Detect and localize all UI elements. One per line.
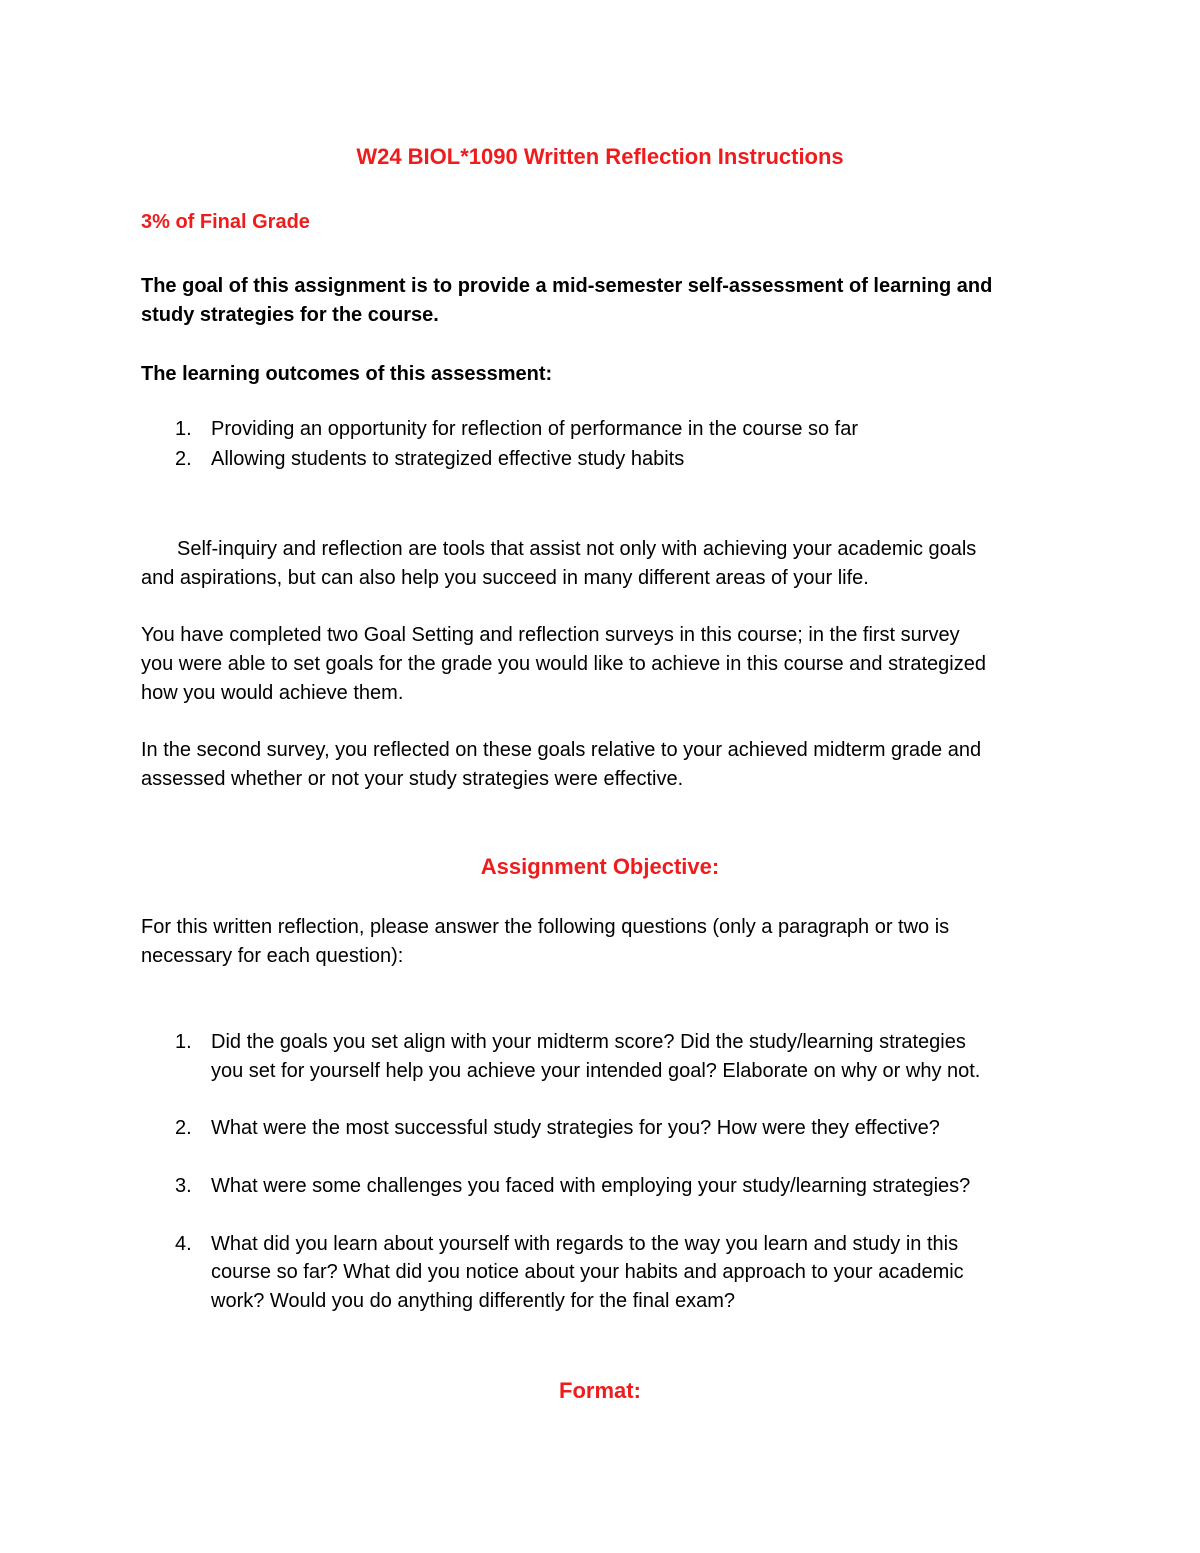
question-number: 4. [175,1233,192,1255]
document-title: W24 BIOL*1090 Written Reflection Instructions [356,144,844,169]
paragraph-1-line-2: and aspirations, but can also help you succeed in many different areas of your life. [141,567,869,589]
question-1-line-1: Did the goals you set align with your midterm score? Did the study/learning strategies [211,1031,966,1053]
grade-weight: 3% of Final Grade [141,211,310,233]
format-heading: Format: [559,1378,641,1403]
paragraph-3-line-2: assessed whether or not your study strategies were effective. [141,768,684,790]
outcome-number: 2. [175,448,192,470]
question-number: 1. [175,1031,192,1053]
outcome-item: Allowing students to strategized effective study habits [211,448,685,470]
objective-intro-line-1: For this written reflection, please answer the following questions (only a paragraph or two is [141,916,950,938]
goal-line-2: study strategies for the course. [141,304,439,326]
objective-heading: Assignment Objective: [480,854,720,879]
question-4-line-2: course so far? What did you notice about your habits and approach to your academic [211,1261,964,1283]
outcome-number: 1. [175,418,192,440]
outcome-item: Providing an opportunity for reflection of performance in the course so far [211,418,859,440]
goal-line-1: The goal of this assignment is to provide a mid-semester self-assessment of learning and [141,275,993,297]
outcomes-heading: The learning outcomes of this assessment: [141,363,553,385]
question-2-line-1: What were the most successful study strategies for you? How were they effective? [211,1117,940,1139]
question-number: 3. [175,1175,192,1197]
objective-intro-line-2: necessary for each question): [141,945,404,967]
question-4-line-1: What did you learn about yourself with regards to the way you learn and study in this [211,1233,959,1255]
paragraph-2-line-2: you were able to set goals for the grade you would like to achieve in this course and strategized [141,653,986,675]
question-number: 2. [175,1117,192,1139]
question-4-line-3: work? Would you do anything differently for the final exam? [211,1290,736,1312]
paragraph-3-line-1: In the second survey, you reflected on these goals relative to your achieved midterm grade and [141,739,982,761]
paragraph-2-line-3: how you would achieve them. [141,682,404,704]
question-1-line-2: you set for yourself help you achieve your intended goal? Elaborate on why or why not. [211,1060,981,1082]
question-3-line-1: What were some challenges you faced with employing your study/learning strategies? [211,1175,971,1197]
paragraph-1-line-1: Self-inquiry and reflection are tools that assist not only with achieving your academic goals [177,538,977,560]
paragraph-2-line-1: You have completed two Goal Setting and reflection surveys in this course; in the first survey [141,624,960,646]
